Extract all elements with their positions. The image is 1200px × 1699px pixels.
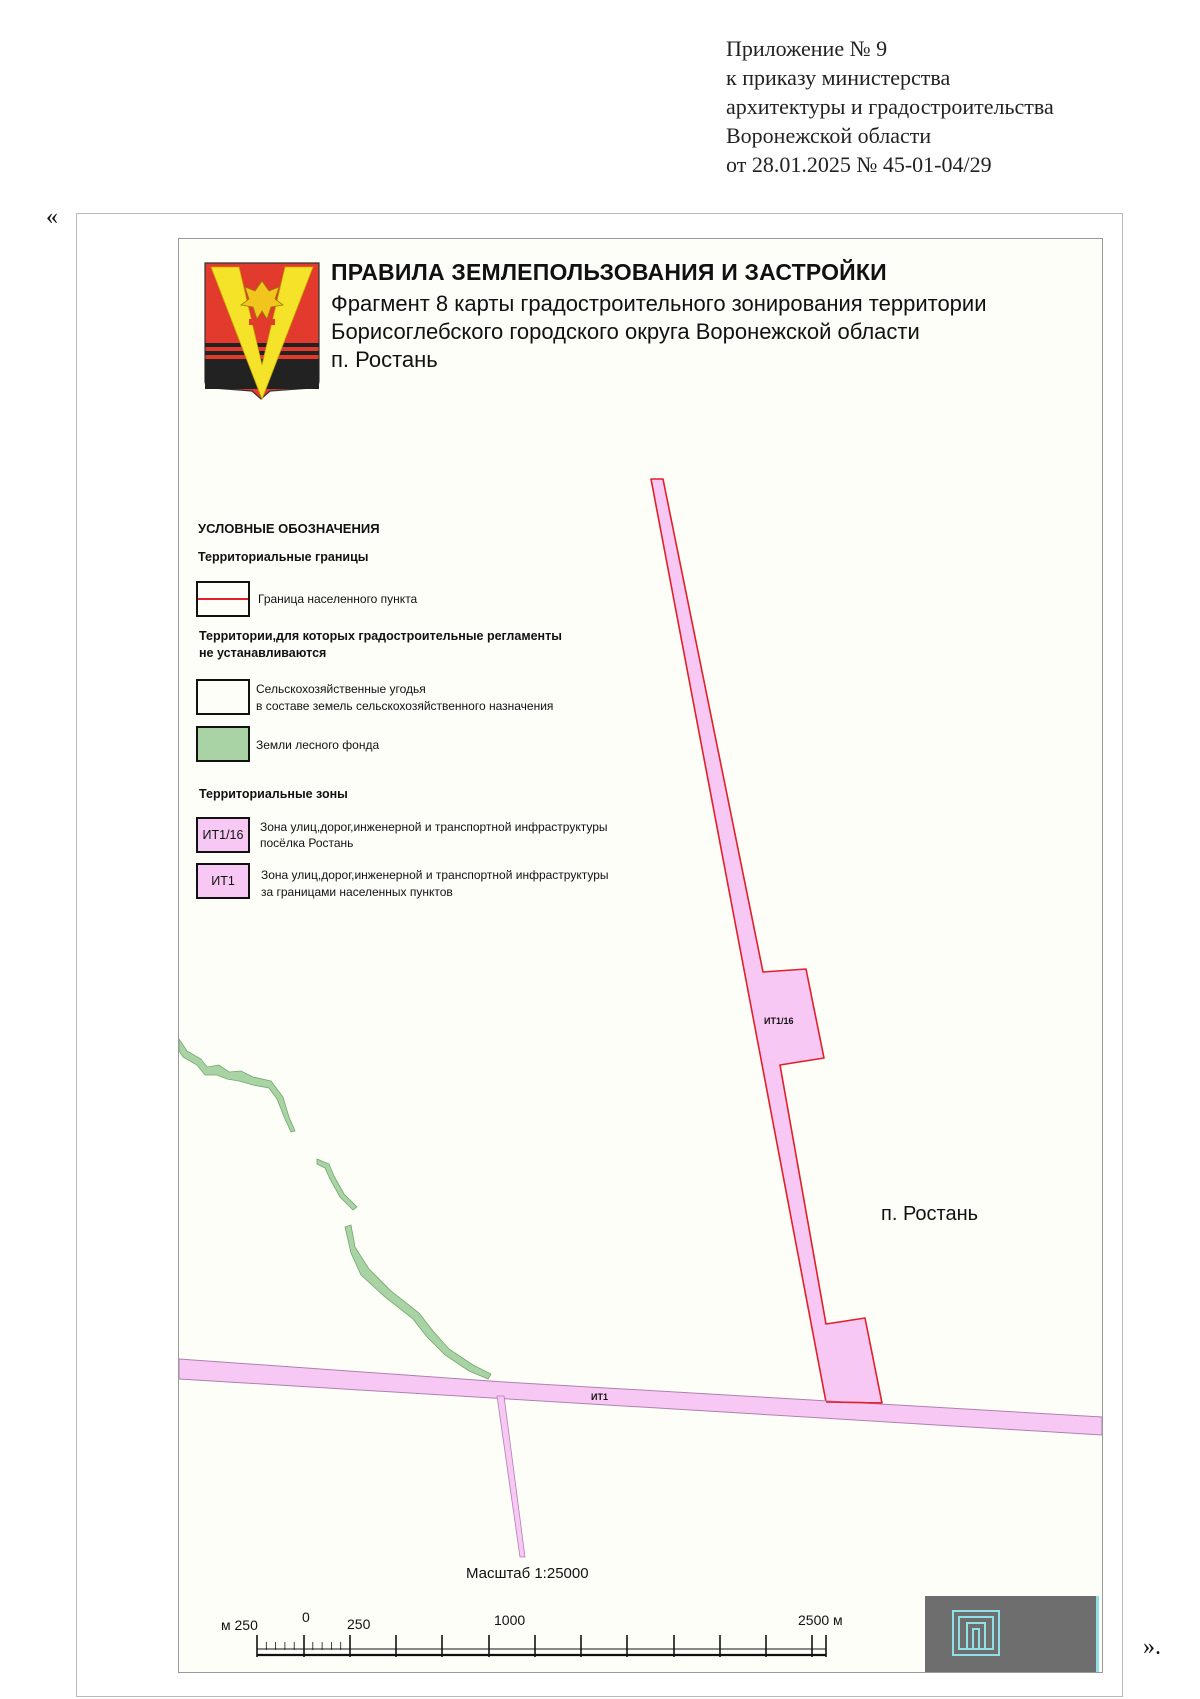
- legend-section-boundaries: Территориальные границы: [198, 550, 369, 564]
- map-title-block: [331, 259, 987, 374]
- scale-2500: 2500: [798, 1612, 830, 1628]
- forest-strip: [179, 1039, 295, 1132]
- legend-agri-line-2: в составе земель сельскохозяйственного назначения: [256, 699, 554, 713]
- legend-zone1-line-2: посёлка Ростань: [260, 836, 354, 850]
- zone-it1-branch: [497, 1396, 525, 1557]
- legend-zone2-line-2: за границами населенных пунктов: [261, 885, 453, 899]
- forest-strip: [317, 1159, 357, 1210]
- legend-swatch-boundary: [196, 581, 250, 617]
- scale-unit-left: м 250: [221, 1617, 258, 1633]
- header-line-4: Воронежской области: [726, 123, 932, 148]
- scale-bar: [249, 1631, 849, 1661]
- zone-label-it1: ИТ1: [591, 1392, 608, 1402]
- forest-strip: [345, 1225, 491, 1379]
- legend-zone2-line-1: Зона улиц,дорог,инженерной и транспортной инфраструктуры: [261, 868, 609, 882]
- legend-swatch-agri: [196, 679, 250, 715]
- map-subtitle-2: Борисоглебского городского округа Воронежской области: [331, 319, 920, 344]
- map-canvas: [179, 239, 1103, 1673]
- legend-swatch-it116: ИТ1/16: [196, 817, 250, 853]
- legend-section-no-regulation-1: Территории,для которых градостроительные регламенты: [199, 629, 562, 643]
- legend-section-zones: Территориальные зоны: [199, 787, 348, 801]
- legend-zone1-line-1: Зона улиц,дорог,инженерной и транспортной инфраструктуры: [260, 820, 608, 834]
- opening-quote: «: [46, 204, 58, 230]
- map-title: ПРАВИЛА ЗЕМЛЕПОЛЬЗОВАНИЯ И ЗАСТРОЙКИ: [331, 259, 887, 285]
- appendix-header: [726, 34, 1054, 179]
- header-line-2: к приказу министерства: [726, 65, 951, 90]
- header-line-3: архитектуры и градостроительства: [726, 94, 1054, 119]
- map-sheet: [178, 238, 1103, 1673]
- header-line-1: Приложение № 9: [726, 36, 888, 61]
- zone-it116-area: [651, 479, 882, 1403]
- scale-zero: 0: [302, 1609, 310, 1625]
- legend-swatch-forest: [196, 726, 250, 762]
- map-subtitle-3: п. Ростань: [331, 347, 438, 372]
- legend-agri-line-1: Сельскохозяйственные угодья: [256, 682, 426, 696]
- legend-swatch-it1: ИТ1: [196, 863, 250, 899]
- coat-of-arms-icon: [203, 261, 321, 401]
- design-center-logo: [925, 1596, 1099, 1673]
- zone-it1-area: [179, 1359, 1102, 1435]
- legend-boundary-label: Граница населенного пункта: [258, 592, 418, 606]
- map-subtitle-1: Фрагмент 8 карты градостроительного зонирования территории: [331, 291, 987, 316]
- header-line-5: от 28.01.2025 № 45-01-04/29: [726, 152, 992, 177]
- closing-quote: ».: [1143, 1634, 1161, 1660]
- legend-title: УСЛОВНЫЕ ОБОЗНАЧЕНИЯ: [198, 521, 380, 536]
- zone-label-it116: ИТ1/16: [764, 1016, 794, 1026]
- scale-1000: 1000: [494, 1612, 526, 1628]
- legend-forest-label: Земли лесного фонда: [256, 738, 380, 752]
- settlement-name: п. Ростань: [881, 1203, 979, 1225]
- logo-icon: [949, 1607, 1009, 1662]
- settlement-boundary-segment: [826, 1402, 882, 1403]
- scale-title: Масштаб 1:25000: [466, 1565, 589, 1582]
- scale-250: 250: [347, 1616, 371, 1632]
- scale-unit-right: м: [833, 1612, 843, 1628]
- legend-section-no-regulation-2: не устанавливаются: [199, 646, 327, 660]
